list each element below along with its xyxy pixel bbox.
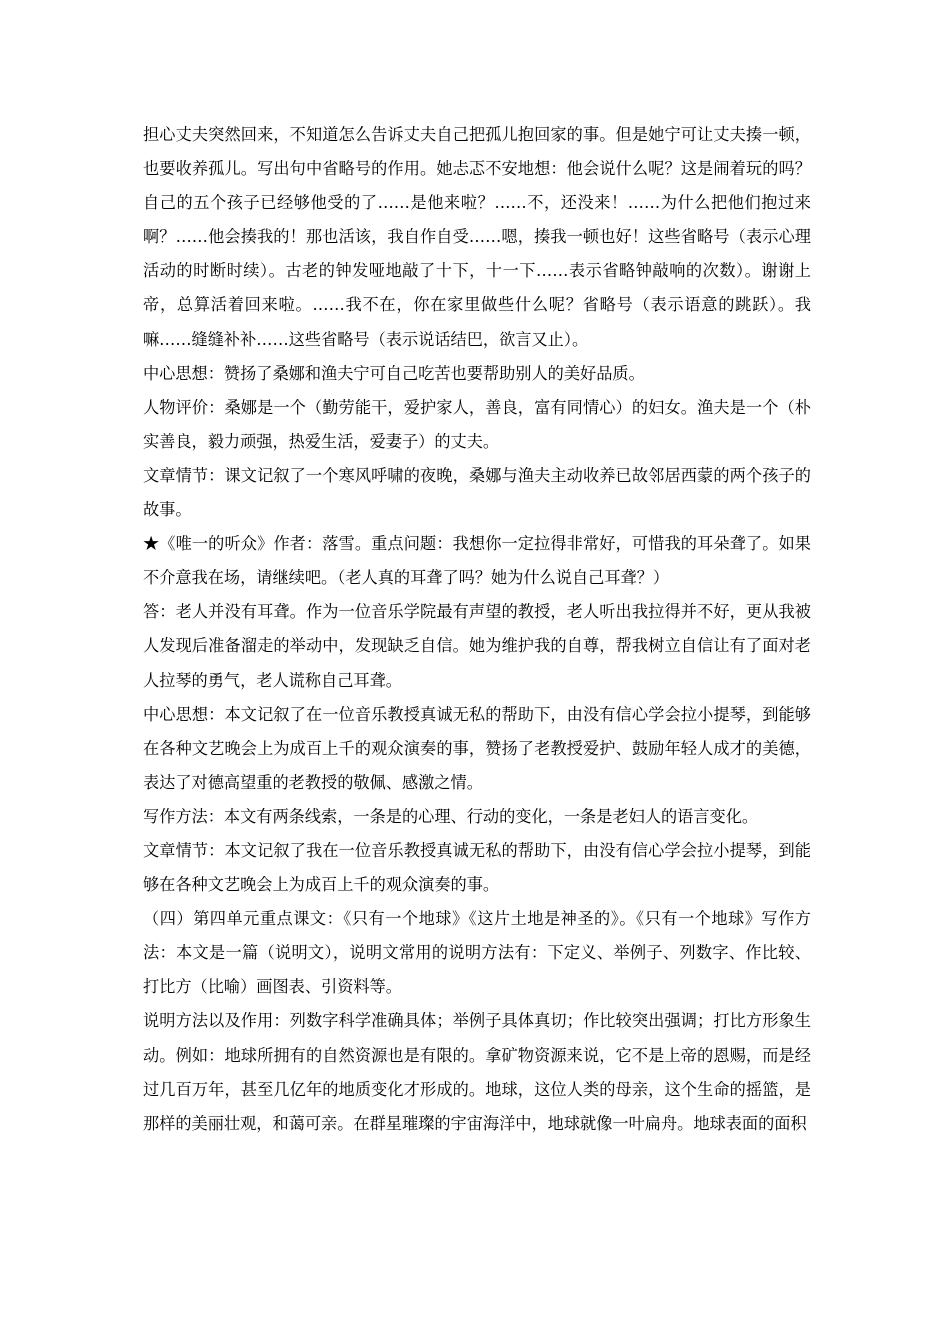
paragraph-writing-method: 写作方法：本文有两条线索，一条是的心理、行动的变化，一条是老妇人的语言变化。 xyxy=(143,806,759,826)
paragraph-central-idea-1: 中心思想：赞扬了桑娜和渔夫宁可自己吃苦也要帮助别人的美好品质。 xyxy=(143,363,645,383)
paragraph-only-listener-question: ★《唯一的听众》作者：落雪。重点问题：我想你一定拉得非常好，可惜我的耳朵聋了。如果不介意我在场，请继续吧。（老人真的耳聋了吗？她为什么说自己耳聋？） xyxy=(143,534,811,588)
document-body xyxy=(143,118,811,1141)
paragraph-central-idea-2: 中心思想：本文记叙了在一位音乐教授真诚无私的帮助下，由没有信心学会拉小提琴，到能够在各种文艺晚会上为成百上千的观众演奏的事，赞扬了老教授爱护、鼓励年轻人成才的美德，表达了对德高望重的老教授的敬佩、感激之情。 xyxy=(143,704,811,792)
paragraph-explanation-methods: 说明方法以及作用：列数字科学准确具体；举例子具体真切；作比较突出强调；打比方形象生动。例如：地球所拥有的自然资源也是有限的。拿矿物资源来说，它不是上帝的恩赐，而是经过几百万年，甚至几亿年的地质变化才形成的。地球，这位人类的母亲，这个生命的摇篮，是那样的美丽壮观，和蔼可亲。在群星璀璨的宇宙海洋中，地球就像一叶扁舟。地球表面的面积 xyxy=(143,1011,811,1133)
paragraph-plot-1: 文章情节：课文记叙了一个寒风呼啸的夜晚，桑娜与渔夫主动收养已故邻居西蒙的两个孩子的故事。 xyxy=(143,465,811,520)
paragraph-plot-2: 文章情节：本文记叙了我在一位音乐教授真诚无私的帮助下，由没有信心学会拉小提琴，到能够在各种文艺晚会上为成百上千的观众演奏的事。 xyxy=(143,840,811,895)
paragraph-ellipsis-analysis: 担心丈夫突然回来，不知道怎么告诉丈夫自己把孤儿抱回家的事。但是她宁可让丈夫揍一顿，也要收养孤儿。写出句中省略号的作用。她忐忑不安地想：他会说什么呢？这是闹着玩的吗？自己的五个孩子已经够他受的了……是他来啦？……不，还没来！……为什么把他们抱过来啊？……他会揍我的！那也活该，我自作自受……嗯，揍我一顿也好！这些省略号（表示心理活动的时断时续）。古老的钟发哑地敲了十下，十一下……表示省略钟敲响的次数）。谢谢上帝，总算活着回来啦。……我不在，你在家里做些什么呢？省略号（表示语意的跳跃）。我嘛……缝缝补补……这些省略号（表示说话结巴，欲言又止）。 xyxy=(143,125,811,349)
paragraph-character-evaluation: 人物评价：桑娜是一个（勤劳能干，爱护家人，善良，富有同情心）的妇女。渔夫是一个（朴实善良，毅力顽强，热爱生活，爱妻子）的丈夫。 xyxy=(143,397,811,451)
paragraph-answer: 答：老人并没有耳聋。作为一位音乐学院最有声望的教授，老人听出我拉得并不好，更从我被人发现后准备溜走的举动中，发现缺乏自信。她为维护我的自尊，帮我树立自信让有了面对老人拉琴的勇气，老人谎称自己耳聋。 xyxy=(143,602,811,690)
paragraph-unit-four: （四）第四单元重点课文：《只有一个地球》《这片土地是神圣的》。《只有一个地球》写作方法：本文是一篇（说明文），说明文常用的说明方法有：下定义、举例子、列数字、作比较、打比方（比喻）画图表、引资料等。 xyxy=(143,909,811,997)
